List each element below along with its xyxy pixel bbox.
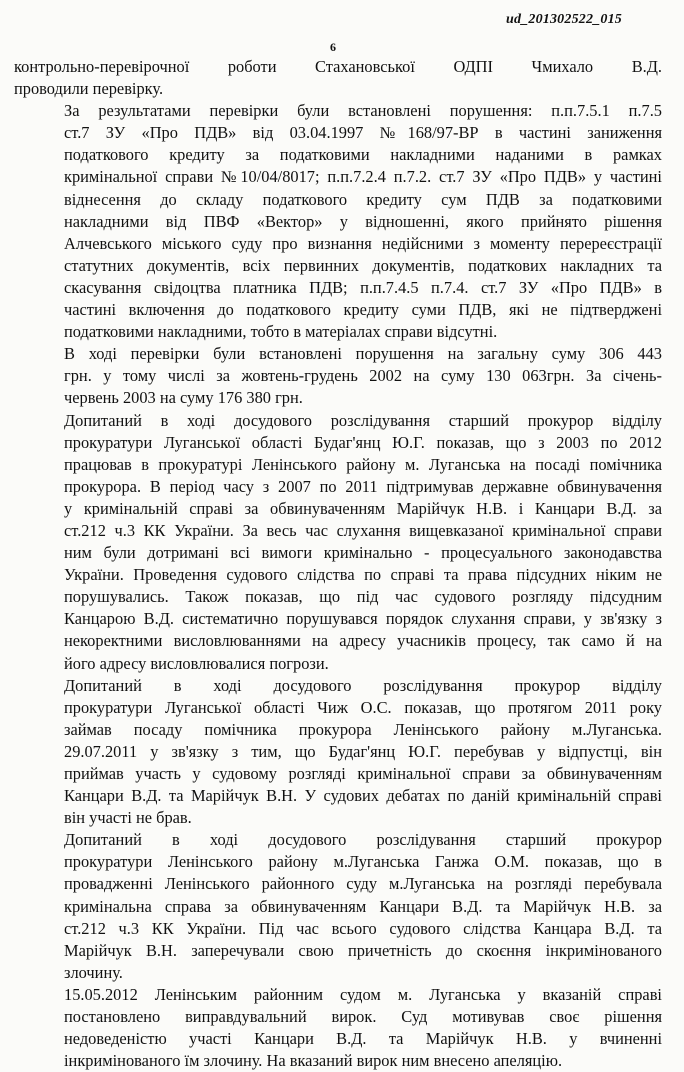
text-line: Допитаний в ході досудового розслідування старший прокурор <box>64 830 662 850</box>
text-line: його адресу висловлювалися погрози. <box>64 653 329 673</box>
text-line: накладними від ПВФ «Вектор» у відношенні, якого прийнято рішення <box>64 211 662 231</box>
page-number: 6 <box>330 40 336 54</box>
text-line: кримінальної справи №10/04/8017; п.п.7.2.4 п.7.2. ст.7 ЗУ «Про ПДВ» у частині <box>64 167 662 187</box>
text-line: проводили перевірку. <box>14 79 164 99</box>
text-line: ст.212 ч.3 КК України. Під час всього судового слідства Канцара В.Д. та <box>64 918 662 938</box>
text-line: провадженні Ленінського районного суду м.Луганська на розгляді перебувала <box>64 874 662 894</box>
text-line: працював в прокуратурі Ленінського району м. Луганська на посаді помічника <box>64 454 662 474</box>
text-line: скасування свідоцтва платника ПДВ; п.п.7.4.5 п.7.4. ст.7 ЗУ «Про ПДВ» в <box>64 277 662 297</box>
paragraph <box>14 343 662 409</box>
text-line: 15.05.2012 Ленінським районним судом м. Луганська у вказаній справі <box>64 984 662 1004</box>
text-line: України. Проведення судового слідства по справі та права підсудних ніким не <box>64 565 662 585</box>
text-line: злочину. <box>64 962 123 982</box>
paragraph <box>14 56 662 100</box>
text-line: некоректними висловлюваннями на адресу учасників процесу, так само й на <box>64 631 662 651</box>
paragraph <box>14 410 662 675</box>
text-line: він участі не брав. <box>64 808 192 828</box>
text-line: За результатами перевірки були встановлені порушення: п.п.7.5.1 п.7.5 <box>64 101 662 121</box>
text-line: ст.7 ЗУ «Про ПДВ» від 03.04.1997 №168/97-ВР в частині заниження <box>64 123 662 143</box>
paragraph <box>14 984 662 1072</box>
text-line: Допитаний в ході досудового розслідування старший прокурор відділу <box>64 410 662 430</box>
text-line: віднесення до складу податкового кредиту сум ПДВ за податковими <box>64 189 662 209</box>
text-line: В ході перевірки були встановлені порушення на загальну суму 306 443 <box>64 344 662 364</box>
text-line: податкового кредиту за податковими накладними наданими в рамках <box>64 145 662 165</box>
text-line: у кримінальній справі за обвинуваченням Марійчук Н.В. і Канцари В.Д. за <box>64 498 662 518</box>
text-line: порушувались. Також показав, що під час судового розгляду підсудним <box>64 587 662 607</box>
text-line: постановлено виправдувальний вирок. Суд мотивував своє рішення <box>64 1007 662 1027</box>
text-line: Алчевського міського суду про визнання недійсними з моменту перереєстрації <box>64 233 662 253</box>
text-line: податковими накладними, тобто в матеріалах справи відсутні. <box>64 322 498 342</box>
paragraph <box>14 100 662 343</box>
text-line: інкримінованого їм злочину. На вказаний вирок ним внесено апеляцію. <box>64 1051 563 1071</box>
text-line: недоведеністю участі Канцари В.Д. та Марійчук Н.В. у вчиненні <box>64 1029 662 1049</box>
text-line: контрольно-перевірочної роботи Стахановської ОДПІ Чмихало В.Д. <box>14 57 662 76</box>
text-line: займав посаду помічника прокурора Ленінського району м.Луганська. <box>64 719 662 739</box>
document-body <box>14 56 662 1072</box>
text-line: грн. у тому числі за жовтень-грудень 2002 на суму 130 063грн. За січень- <box>64 366 662 386</box>
text-line: прокуратури Ленінського району м.Луганська Ганжа О.М. показав, що в <box>64 852 662 872</box>
text-line: ним були дотримані всі вимоги кримінально - процесуального законодавства <box>64 543 662 563</box>
text-line: кримінальна справа за обвинуваченням Канцари В.Д. та Марійчук Н.В. за <box>64 896 662 916</box>
text-line: частині включення до податкового кредиту суми ПДВ, які не підтверджені <box>64 300 662 320</box>
text-line: 29.07.2011 у зв'язку з тим, що Будаг'янц Ю.Г. перебував у відпустці, він <box>64 741 662 761</box>
text-line: ст.212 ч.3 КК України. За весь час слухання вищевказаної кримінальної справи <box>64 520 662 540</box>
text-line: Канцарою В.Д. систематично порушувався порядок слухання справи, у зв'язку з <box>64 609 662 629</box>
document-id: ud_201302522_015 <box>506 12 622 27</box>
paragraph <box>14 675 662 830</box>
text-line: прокуратури Луганської області Будаг'янц Ю.Г. показав, що з 2003 по 2012 <box>64 432 662 452</box>
text-line: Марійчук В.Н. заперечували свою причетність до скоєння інкримінованого <box>64 940 662 960</box>
text-line: червень 2003 на суму 176 380 грн. <box>64 388 303 408</box>
text-line: приймав участь у судовому розгляді кримінальної справи за обвинуваченням <box>64 764 662 783</box>
text-line: прокуратури Луганської області Чиж О.С. показав, що протягом 2011 року <box>64 697 662 717</box>
text-line: Допитаний в ході досудового розслідування прокурор відділу <box>64 675 662 695</box>
text-line: статутних документів, всіх первинних документів, податкових накладних та <box>64 255 662 275</box>
paragraph <box>14 829 662 984</box>
text-line: прокурора. В період часу з 2007 по 2011 підтримував державне обвинувачення <box>64 476 662 496</box>
text-line: Канцари В.Д. та Марійчук В.Н. У судових дебатах по даній кримінальній справі <box>64 786 662 806</box>
